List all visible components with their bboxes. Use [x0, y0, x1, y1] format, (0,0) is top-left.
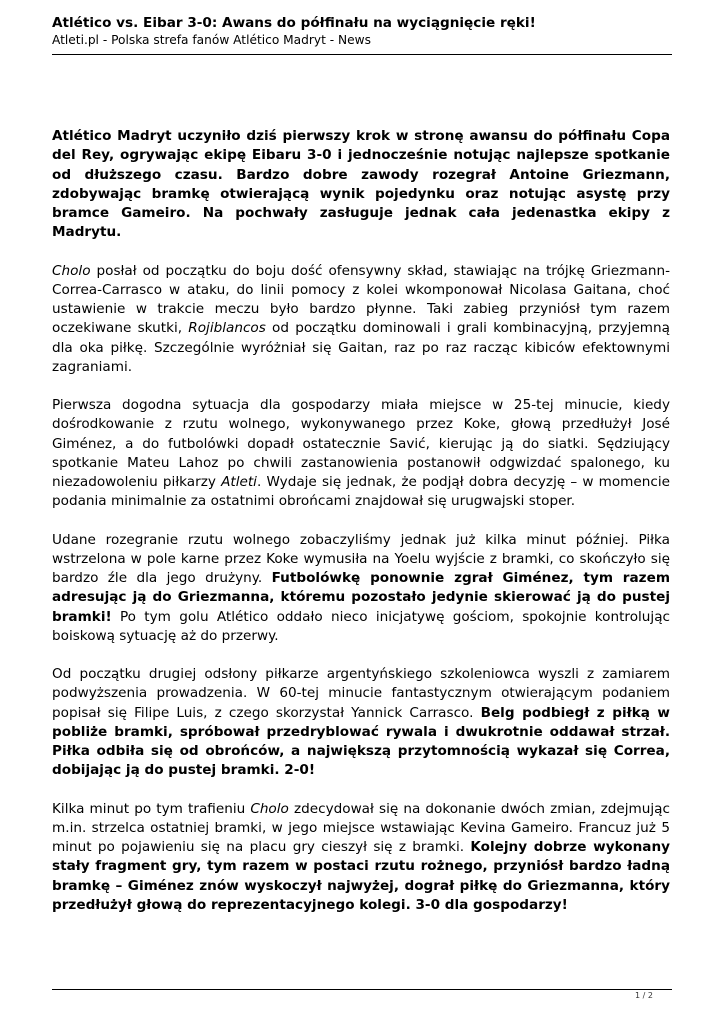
lead-paragraph: Atlético Madryt uczyniło dziś pierwszy krok w stronę awansu do półfinału Copa del Rey, ogrywając ekipę Eibaru 3-0 i jednocześnie notując najlepsze spotkanie od dłuższego czasu. Bardzo dobre zawody rozegrał Antoine Griezmann, zdobywając bramkę otwierającą wynik pojedynku oraz notując asystę przy bramce Gameiro. Na pochwały zasługuje jednak cała jedenastka ekipy z Madrytu.	[52, 128, 670, 241]
footer-divider	[52, 989, 672, 990]
italic-cholo: Cholo	[250, 800, 289, 817]
paragraph-3: Pierwsza dogodna sytuacja dla gospodarzy miała miejsce w 25-tej minucie, kiedy dośrodkowanie z rzutu wolnego, wykonywanego przez Koke, głową przedłużył José Giménez, a do futbolówki dopadł ostatecznie Savić, kierując ją do siatki. Sędziujący spotkanie Mateu Lahoz po chwili zastanowienia postanowił odgwizdać spalonego, ku niezadowoleniu piłkarzy Atleti. Wydaje się jednak, że podjął dobra decyzję – w momencie podania minimalnie za ostatnimi obrońcami znajdował się urugwajski stoper.	[52, 397, 670, 510]
bold-highlight: Belg podbiegł z piłką w pobliże bramki, spróbował przedryblować rywala i dwukrotnie oddawał strzał. Piłka odbiła się od obrońców, a największą przytomnością wykazał się Correa, dobijając ją do pustej bramki. 2-0!	[52, 704, 670, 779]
article-title: Atlético vs. Eibar 3-0: Awans do półfinału na wyciągnięcie ręki!	[52, 15, 536, 31]
header-divider	[52, 54, 672, 55]
italic-cholo: Cholo	[52, 262, 91, 279]
italic-rojiblancos: Rojiblancos	[188, 320, 266, 337]
bold-highlight: Futbolówkę ponownie zgrał Giménez, tym razem adresując ją do Griezmanna, któremu pozostało jedynie skierować ją do pustej bramki!	[52, 570, 670, 625]
paragraph-6: Kilka minut po tym trafieniu Cholo zdecydował się na dokonanie dwóch zmian, zdejmując m.in. strzelca ostatniej bramki, w jego miejsce wstawiając Kevina Gameiro. Francuz już 5 minut po pojawieniu się na placu gry cieszył się z bramki. Kolejny dobrze wykonany stały fragment gry, tym razem w postaci rzutu rożnego, przyniósł bardzo ładną bramkę – Giménez znów wyskoczył najwyżej, dograł piłkę do Griezmanna, który przedłużył głową do reprezentacyjnego kolegi. 3-0 dla gospodarzy!	[52, 800, 670, 913]
italic-atleti: Atleti	[221, 474, 257, 490]
document-header	[52, 14, 672, 49]
bold-highlight: Kolejny dobrze wykonany stały fragment gry, tym razem w postaci rzutu rożnego, przyniósł bardzo ładną bramkę – Giménez znów wyskoczył najwyżej, dograł piłkę do Griezmanna, który przedłużył głową do reprezentacyjnego kolegi. 3-0 dla gospodarzy!	[52, 839, 670, 913]
site-name: Atleti.pl - Polska strefa fanów Atlético Madryt - News	[52, 33, 371, 47]
page-number: 1 / 2	[635, 991, 653, 1000]
article-body	[52, 127, 670, 934]
paragraph-4: Udane rozegranie rzutu wolnego zobaczyliśmy jednak już kilka minut później. Piłka wstrzelona w pole karne przez Koke wymusiła na Yoelu wyjście z bramki, co skończyło się bardzo źle dla jego drużyny. Futbolówkę ponownie zgrał Giménez, tym razem adresując ją do Griezmanna, któremu pozostało jedynie skierować ją do pustej bramki! Po tym golu Atlético oddało nieco inicjatywę gościom, spokojnie kontrolując boiskową sytuację aż do przerwy.	[52, 531, 670, 644]
paragraph-2: Cholo posłał od początku do boju dość ofensywny skład, stawiając na trójkę Griezmann-Correa-Carrasco w ataku, do linii pomocy z kolei wkomponował Nicolasa Gaitana, choć ustawienie w trakcie meczu było bardzo płynne. Taki zabieg przyniósł tym razem oczekiwane skutki, Rojiblancos od początku dominowali i grali kombinacyjną, przyjemną dla oka piłkę. Szczególnie wyróżniał się Gaitan, raz po raz racząc kibiców efektownymi zagraniami.	[52, 262, 670, 375]
paragraph-5: Od początku drugiej odsłony piłkarze argentyńskiego szkoleniowca wyszli z zamiarem podwyższenia prowadzenia. W 60-tej minucie fantastycznym otwierającym podaniem popisał się Filipe Luis, z czego skorzystał Yannick Carrasco. Belg podbiegł z piłką w pobliże bramki, spróbował przedryblować rywala i dwukrotnie oddawał strzał. Piłka odbiła się od obrońców, a największą przytomnością wykazał się Correa, dobijając ją do pustej bramki. 2-0!	[52, 666, 670, 779]
